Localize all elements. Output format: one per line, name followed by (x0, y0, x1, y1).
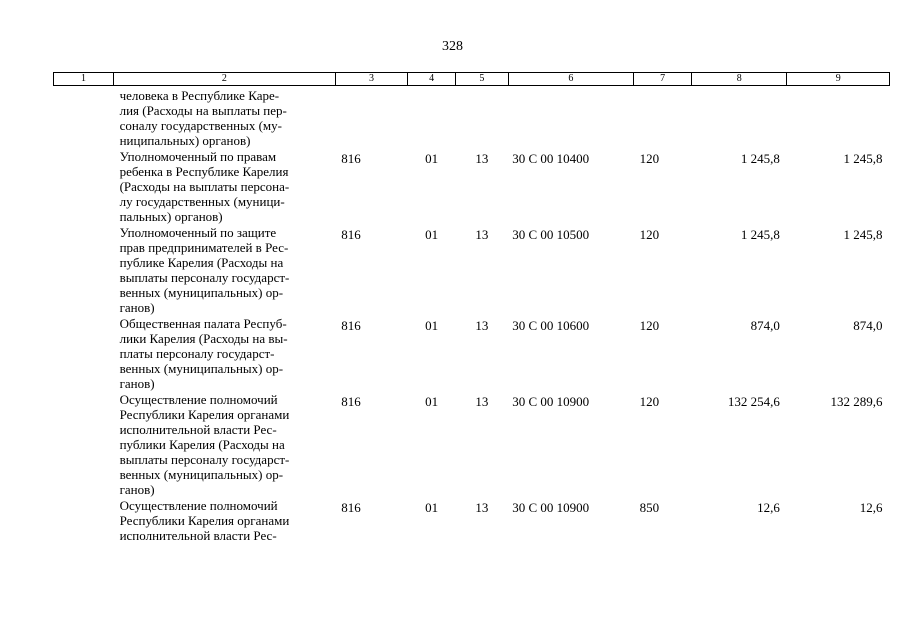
column-header-8: 8 (692, 73, 787, 86)
header-row (54, 73, 890, 86)
cell-subsection: 13 (475, 318, 489, 333)
cell-col1 (54, 86, 114, 150)
cell-subsection: 13 (475, 394, 489, 409)
cell-expense-name: Осуществление полномочий Республики Карелия органами исполнительной власти Рес- публики Карелия (Расходы на выплаты персоналу государст- венных (муниципальных) ор- ганов) (119, 392, 290, 497)
cell-section: 01 (425, 394, 439, 409)
cell-amount-2: 1 245,8 (843, 151, 883, 166)
cell-subsection: 13 (475, 227, 489, 242)
table-body (54, 86, 890, 545)
cell-amount-2: 132 289,6 (830, 394, 883, 409)
table-row (54, 86, 890, 150)
cell-amount-2: 874,0 (853, 318, 883, 333)
cell-ministry-code (335, 86, 408, 150)
cell-expense-type: 850 (639, 500, 660, 515)
cell-expense-name: человека в Республике Каре- лия (Расходы на выплаты пер- соналу государственных (му- ниципальных) органов) (119, 88, 287, 148)
table-row (54, 498, 890, 544)
cell-ministry-code: 816 (341, 394, 361, 409)
column-header-6: 6 (508, 73, 633, 86)
cell-ministry-code: 816 (341, 500, 361, 515)
cell-expense-type: 120 (639, 394, 660, 409)
cell-amount-1: 12,6 (757, 500, 780, 515)
cell-target-article: 30 С 00 10400 (512, 151, 590, 166)
cell-col1 (54, 225, 114, 316)
cell-amount-1: 132 254,6 (727, 394, 780, 409)
cell-section: 01 (425, 227, 439, 242)
cell-subsection: 13 (475, 151, 489, 166)
cell-section (408, 86, 456, 150)
cell-amount-1: 1 245,8 (740, 151, 780, 166)
column-header-9: 9 (787, 73, 890, 86)
cell-amount-1: 1 245,8 (740, 227, 780, 242)
cell-col1 (54, 149, 114, 225)
cell-target-article: 30 С 00 10600 (512, 318, 590, 333)
cell-expense-type: 120 (639, 318, 660, 333)
cell-target-article: 30 С 00 10500 (512, 227, 590, 242)
page-number: 328 (442, 39, 463, 54)
cell-ministry-code: 816 (341, 151, 361, 166)
cell-ministry-code: 816 (341, 318, 361, 333)
budget-table (53, 72, 890, 544)
column-header-5: 5 (455, 73, 508, 86)
column-header-3: 3 (335, 73, 408, 86)
column-header-7: 7 (634, 73, 692, 86)
cell-target-article: 30 С 00 10900 (512, 500, 590, 515)
cell-expense-name: Уполномоченный по защите прав предпринимателей в Рес- публике Карелия (Расходы на выплаты персоналу государст- венных (муниципальных) ор- ганов) (119, 225, 290, 315)
cell-col1 (54, 316, 114, 392)
cell-amount-2 (787, 86, 890, 150)
cell-target-article (508, 86, 633, 150)
cell-expense-type: 120 (639, 227, 660, 242)
cell-section: 01 (425, 500, 439, 515)
column-header-1: 1 (54, 73, 114, 86)
cell-section: 01 (425, 151, 439, 166)
cell-expense-name: Общественная палата Респуб- лики Карелия (Расходы на вы- платы персоналу государст- венных (муниципальных) ор- ганов) (119, 316, 288, 391)
cell-subsection: 13 (475, 500, 489, 515)
column-header-4: 4 (408, 73, 456, 86)
cell-amount-1: 874,0 (750, 318, 780, 333)
table-row (54, 225, 890, 316)
table-row (54, 392, 890, 498)
cell-amount-2: 12,6 (859, 500, 883, 515)
table-row (54, 316, 890, 392)
cell-col1 (54, 392, 114, 498)
cell-section: 01 (425, 318, 439, 333)
table-row (54, 149, 890, 225)
cell-expense-name: Уполномоченный по правам ребенка в Республике Карелия (Расходы на выплаты персона- лу государственных (муници- пальных) органов) (119, 149, 290, 224)
cell-expense-type (634, 86, 692, 150)
column-header-2: 2 (114, 73, 336, 86)
cell-ministry-code: 816 (341, 227, 361, 242)
cell-amount-1 (692, 86, 787, 150)
cell-expense-type: 120 (639, 151, 660, 166)
cell-expense-name: Осуществление полномочий Республики Карелия органами исполнительной власти Рес- (119, 498, 290, 543)
cell-target-article: 30 С 00 10900 (512, 394, 590, 409)
table-header (54, 73, 890, 86)
cell-col1 (54, 498, 114, 544)
cell-subsection (455, 86, 508, 150)
cell-amount-2: 1 245,8 (843, 227, 883, 242)
